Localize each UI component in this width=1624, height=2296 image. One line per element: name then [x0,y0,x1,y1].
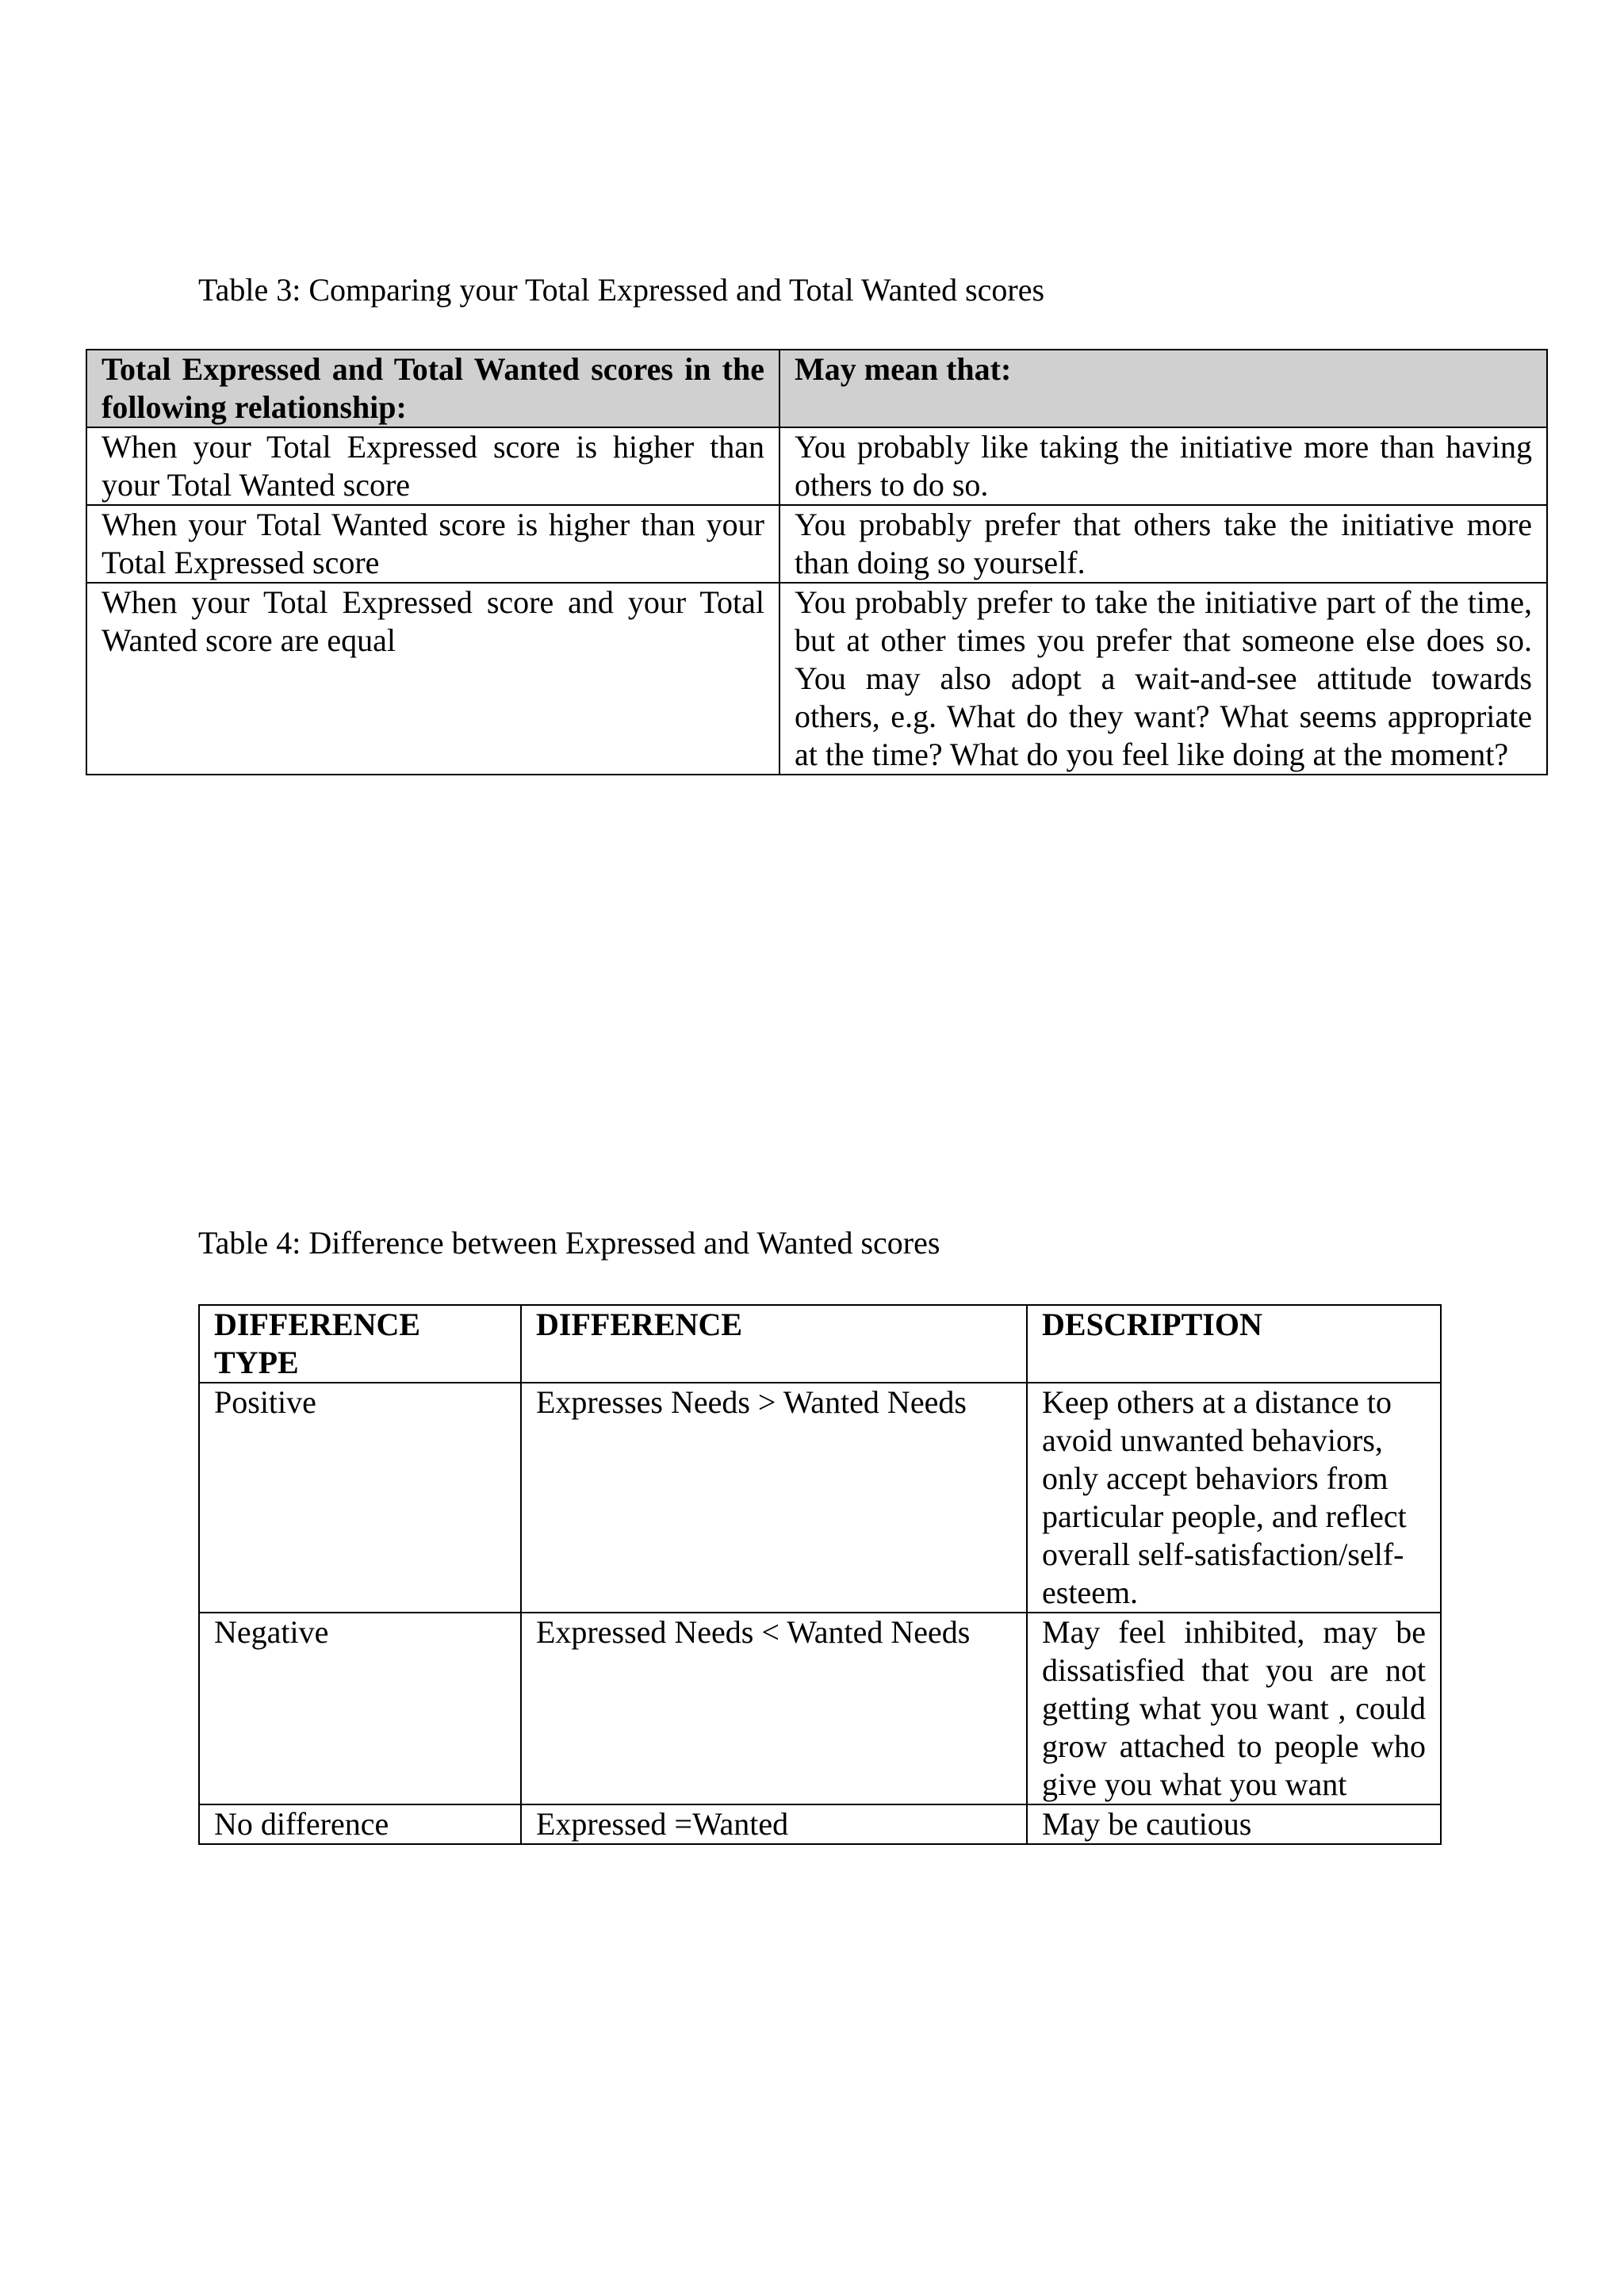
table-4-type-cell: Negative [199,1613,521,1804]
table-4-difference-cell: Expresses Needs > Wanted Needs [521,1383,1027,1613]
table-4-difference-cell: Expressed Needs < Wanted Needs [521,1613,1027,1804]
table-4-difference-cell: Expressed =Wanted [521,1804,1027,1844]
table-4-header-type: DIFFERENCE TYPE [199,1305,521,1383]
table-3-header-condition: Total Expressed and Total Wanted scores in the following relationship: [86,350,779,427]
table-3-meaning-cell: You probably prefer that others take the initiative more than doing so yourself. [779,505,1547,583]
table-3-caption: Table 3: Comparing your Total Expressed and Total Wanted scores [198,272,1045,308]
table-3 [86,349,1548,775]
table-row [86,583,1547,775]
table-3-meaning-cell: You probably prefer to take the initiative part of the time, but at other times you prefer that someone else does so. You may also adopt a wait-and-see attitude towards others, e.g. What do they want? What seems appropriate at the time? What do you feel like doing at the moment? [779,583,1547,775]
table-row [199,1613,1441,1804]
table-4-header-row [199,1305,1441,1383]
table-3-condition-cell: When your Total Expressed score and your Total Wanted score are equal [86,583,779,775]
table-4-description-cell: May be cautious [1027,1804,1441,1844]
table-4-header-description: DESCRIPTION [1027,1305,1441,1383]
table-4-description-cell: Keep others at a distance to avoid unwanted behaviors, only accept behaviors from particular people, and reflect overall self-satisfaction/self-esteem. [1027,1383,1441,1613]
table-4 [198,1304,1442,1845]
table-row [86,427,1547,505]
table-3-header-meaning: May mean that: [779,350,1547,427]
table-4-type-cell: No difference [199,1804,521,1844]
table-3-meaning-cell: You probably like taking the initiative more than having others to do so. [779,427,1547,505]
table-row [86,505,1547,583]
table-4-header-difference: DIFFERENCE [521,1305,1027,1383]
table-3-condition-cell: When your Total Expressed score is higher than your Total Wanted score [86,427,779,505]
table-row [199,1804,1441,1844]
table-row [199,1383,1441,1613]
table-3-header-row [86,350,1547,427]
table-4-type-cell: Positive [199,1383,521,1613]
table-4-description-cell: May feel inhibited, may be dissatisfied that you are not getting what you want , could grow attached to people who give you what you want [1027,1613,1441,1804]
table-3-condition-cell: When your Total Wanted score is higher than your Total Expressed score [86,505,779,583]
table-4-caption: Table 4: Difference between Expressed and Wanted scores [198,1225,940,1261]
